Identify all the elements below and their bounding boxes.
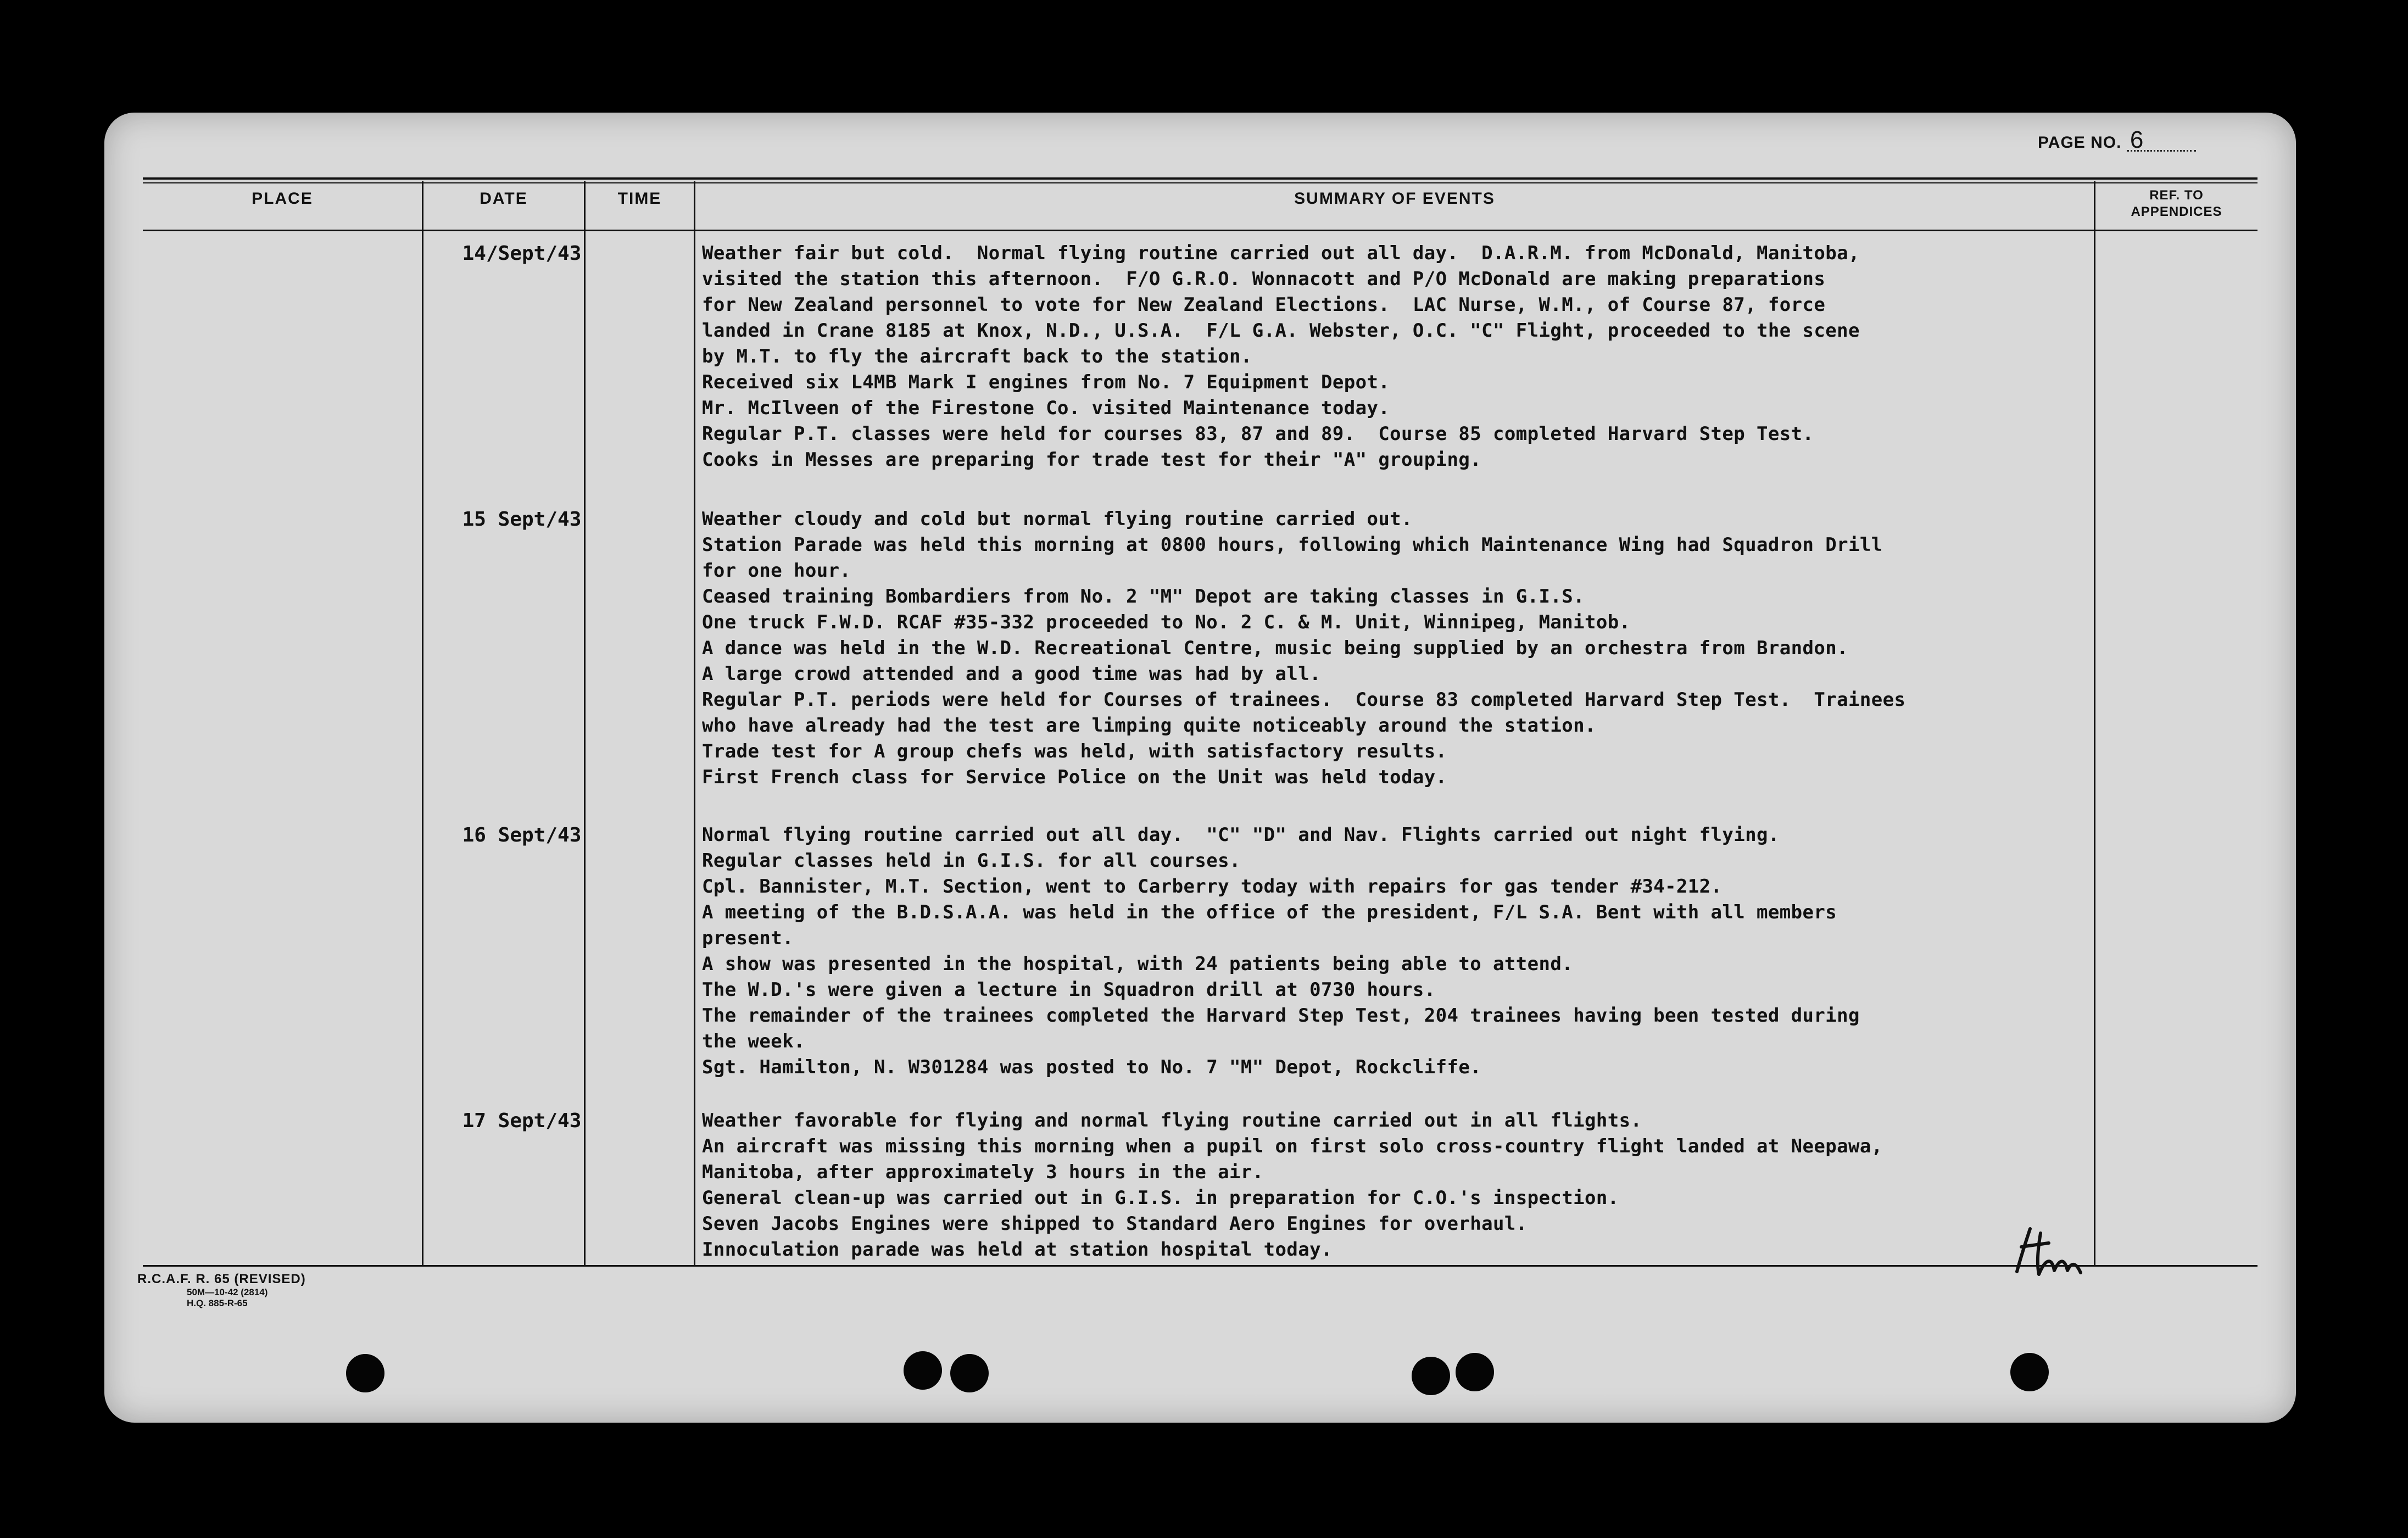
column-header-date: DATE [480, 190, 528, 208]
entry-summary [702, 822, 2207, 1080]
binder-hole [904, 1351, 942, 1390]
header-top-rule [143, 177, 2258, 180]
binder-hole [346, 1354, 384, 1392]
summary-line: Weather fair but cold. Normal flying routine carried out all day. D.A.R.M. from McDonald, Manitoba, [702, 242, 1860, 264]
summary-line: Cooks in Messes are preparing for trade test for their "A" grouping. [702, 449, 1482, 471]
summary-line: Regular P.T. periods were held for Courses of trainees. Course 83 completed Harvard Step Test. Trainees [702, 689, 1906, 711]
entry-date: 14/Sept/43 [462, 242, 582, 265]
summary-line: present. [702, 927, 794, 949]
summary-line: Regular P.T. classes were held for courses 83, 87 and 89. Course 85 completed Harvard Step Test. [702, 423, 1814, 445]
summary-line: Weather cloudy and cold but normal flying routine carried out. [702, 508, 1413, 530]
summary-line: by M.T. to fly the aircraft back to the station. [702, 346, 1252, 367]
column-divider-date [584, 181, 586, 1266]
summary-line: The W.D.'s were given a lecture in Squadron drill at 0730 hours. [702, 979, 1436, 1001]
summary-line: A dance was held in the W.D. Recreational Centre, music being supplied by an orchestra from Brandon. [702, 637, 1848, 659]
summary-line: for New Zealand personnel to vote for New Zealand Elections. LAC Nurse, W.M., of Course 87, force [702, 294, 1826, 316]
summary-line: Innoculation parade was held at station hospital today. [702, 1239, 1333, 1261]
column-divider-time [694, 181, 695, 1266]
entry-date: 17 Sept/43 [462, 1110, 582, 1132]
column-header-time: TIME [617, 190, 662, 208]
diary-sheet [104, 113, 2296, 1423]
summary-line: Station Parade was held this morning at 0800 hours, following which Maintenance Wing had Squadron Drill [702, 534, 1883, 556]
entry-summary [702, 1108, 2207, 1263]
summary-line: Weather favorable for flying and normal flying routine carried out in all flights. [702, 1110, 1642, 1132]
column-header-ref [2095, 187, 2258, 220]
summary-line: visited the station this afternoon. F/O G.R.O. Wonnacott and P/O McDonald are making preparations [702, 268, 1826, 290]
entry-date: 16 Sept/43 [462, 824, 582, 846]
footer-rule [143, 1265, 2258, 1267]
summary-line: General clean-up was carried out in G.I.S. in preparation for C.O.'s inspection. [702, 1187, 1619, 1209]
summary-line: Seven Jacobs Engines were shipped to Standard Aero Engines for overhaul. [702, 1213, 1528, 1235]
summary-line: landed in Crane 8185 at Knox, N.D., U.S.A. F/L G.A. Webster, O.C. "C" Flight, proceeded to the scene [702, 320, 1860, 342]
column-divider-place [422, 181, 423, 1266]
entry-summary [702, 506, 2207, 790]
entry-date: 15 Sept/43 [462, 508, 582, 531]
summary-line: the week. [702, 1030, 805, 1052]
summary-line: for one hour. [702, 560, 851, 582]
summary-line: Cpl. Bannister, M.T. Section, went to Carberry today with repairs for gas tender #34-212. [702, 876, 1723, 898]
binder-hole [2010, 1353, 2049, 1391]
entry-summary [702, 241, 2207, 473]
summary-line: Ceased training Bombardiers from No. 2 "M" Depot are taking classes in G.I.S. [702, 586, 1585, 608]
form-id-line3: H.Q. 885-R-65 [187, 1298, 248, 1308]
summary-line: Mr. McIlveen of the Firestone Co. visited Maintenance today. [702, 397, 1390, 419]
summary-line: First French class for Service Police on the Unit was held today. [702, 766, 1447, 788]
column-header-ref-line2: APPENDICES [2131, 204, 2222, 219]
form-id-line2: 50M—10-42 (2814) [187, 1287, 268, 1297]
form-identifier [137, 1272, 306, 1309]
handwritten-initials [2010, 1222, 2087, 1283]
summary-line: Manitoba, after approximately 3 hours in the air. [702, 1161, 1264, 1183]
page-number-value: 6 [2127, 130, 2196, 152]
summary-line: A show was presented in the hospital, with 24 patients being able to attend. [702, 953, 1574, 975]
page-number-field [2038, 126, 2196, 153]
summary-line: Received six L4MB Mark I engines from No. 7 Equipment Depot. [702, 371, 1390, 393]
header-top-rule-2 [143, 182, 2258, 183]
header-bottom-rule [143, 230, 2258, 231]
summary-line: The remainder of the trainees completed the Harvard Step Test, 204 trainees having been tested during [702, 1005, 1860, 1027]
summary-line: An aircraft was missing this morning when a pupil on first solo cross-country flight landed at Neepawa, [702, 1135, 1883, 1157]
binder-hole [1412, 1357, 1450, 1395]
page-number-label: PAGE NO. [2038, 133, 2122, 152]
summary-line: who have already had the test are limping quite noticeably around the station. [702, 715, 1596, 737]
summary-line: Trade test for A group chefs was held, with satisfactory results. [702, 740, 1447, 762]
column-header-summary: SUMMARY OF EVENTS [1294, 190, 1495, 208]
summary-line: Regular classes held in G.I.S. for all courses. [702, 850, 1241, 872]
column-header-ref-line1: REF. TO [2149, 188, 2204, 203]
summary-line: Sgt. Hamilton, N. W301284 was posted to No. 7 "M" Depot, Rockcliffe. [702, 1056, 1482, 1078]
summary-line: One truck F.W.D. RCAF #35-332 proceeded to No. 2 C. & M. Unit, Winnipeg, Manitob. [702, 611, 1631, 633]
summary-line: Normal flying routine carried out all day. "C" "D" and Nav. Flights carried out night flying. [702, 824, 1780, 846]
column-header-place: PLACE [252, 190, 313, 208]
binder-hole [1456, 1353, 1494, 1391]
summary-line: A large crowd attended and a good time was had by all. [702, 663, 1321, 685]
form-id-line1: R.C.A.F. R. 65 (REVISED) [137, 1272, 306, 1286]
summary-line: A meeting of the B.D.S.A.A. was held in the office of the president, F/L S.A. Bent with all members [702, 901, 1837, 923]
binder-hole [950, 1354, 989, 1392]
